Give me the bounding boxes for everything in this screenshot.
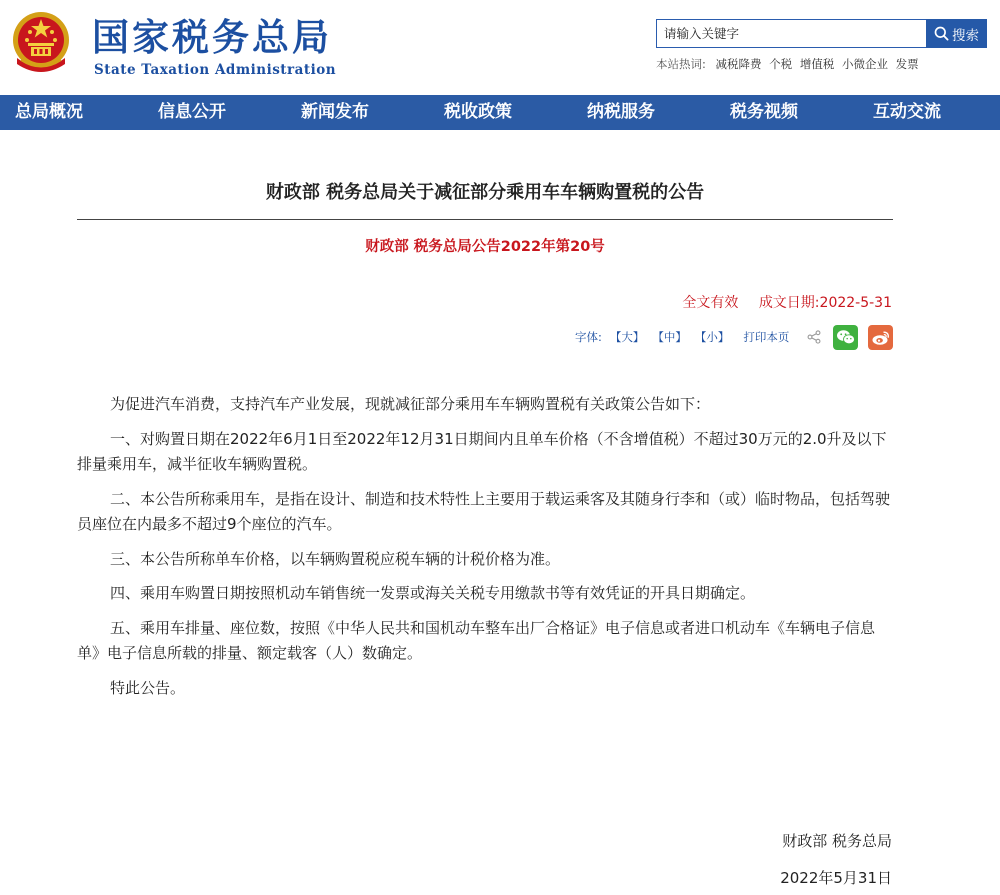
article-paragraph: 为促进汽车消费，支持汽车产业发展，现就减征部分乘用车车辆购置税有关政策公告如下： <box>110 395 711 413</box>
search-box <box>656 19 926 48</box>
weibo-share-icon[interactable] <box>868 325 893 350</box>
article-paragraph: 二、本公告所称乘用车，是指在设计、制造和技术特性上主要用于载运乘客及其随身行李和（或）临时物品，包括驾驶员座位在内最多不超过9个座位的汽车。 <box>77 489 891 533</box>
hotword-link[interactable]: 减税降费 <box>715 57 762 71</box>
wechat-share-icon[interactable] <box>833 325 858 350</box>
article-paragraph: 三、本公告所称单车价格，以车辆购置税应税车辆的计税价格为准。 <box>110 549 561 568</box>
title-divider <box>77 219 893 220</box>
site-logo-english[interactable]: State Taxation Administration <box>94 62 337 78</box>
nav-item-interaction[interactable]: 互动交流 <box>873 102 941 122</box>
signature-organization: 财政部 税务总局 <box>782 832 892 850</box>
issue-date-label: 成文日期: <box>758 295 820 311</box>
search-input[interactable] <box>657 20 926 47</box>
signature-date: 2022年5月31日 <box>780 869 892 887</box>
validity-info <box>682 292 892 312</box>
nav-item-taxpayer-service[interactable]: 纳税服务 <box>587 102 655 122</box>
document-number: 财政部 税务总局公告2022年第20号 <box>365 239 605 255</box>
print-page-button[interactable]: 打印本页 <box>743 330 790 344</box>
article-paragraph: 四、乘用车购置日期按照机动车销售统一发票或海关关税专用缴款书等有效凭证的开具日期确定。 <box>110 584 756 602</box>
issue-date-value: 2022-5-31 <box>819 295 892 311</box>
article-body <box>77 392 897 710</box>
site-logo-text[interactable]: 国家税务总局 <box>92 16 332 59</box>
share-icon[interactable] <box>807 330 821 344</box>
font-size-label: 字体: <box>575 330 602 344</box>
article-paragraph: 一、对购置日期在2022年6月1日至2022年12月31日期间内且单车价格（不含增值税）不超过30万元的2.0升及以下排量乘用车，减半征收车辆购置税。 <box>77 429 887 473</box>
hotword-link[interactable]: 小微企业 <box>842 57 888 71</box>
article-paragraph: 特此公告。 <box>110 678 186 697</box>
font-size-medium-button[interactable]: 【中】 <box>652 330 687 344</box>
site-header <box>0 0 1000 95</box>
national-emblem-icon <box>11 10 71 78</box>
article-tools <box>575 323 903 351</box>
search-icon <box>934 26 949 41</box>
hotword-link[interactable]: 增值税 <box>799 57 835 71</box>
font-size-large-button[interactable]: 【大】 <box>609 330 645 344</box>
nav-item-tax-policy[interactable]: 税收政策 <box>444 102 512 122</box>
hotwords <box>656 56 923 72</box>
font-size-small-button[interactable]: 【小】 <box>694 330 730 344</box>
validity-status: 全文有效 <box>682 295 739 311</box>
main-nav <box>0 95 1000 130</box>
article-paragraph: 五、乘用车排量、座位数，按照《中华人民共和国机动车整车出厂合格证》电子信息或者进口机动车《车辆电子信息单》电子信息所载的排量、额定载客（人）数确定。 <box>77 618 876 662</box>
hotword-link[interactable]: 个税 <box>769 57 793 71</box>
nav-item-overview[interactable]: 总局概况 <box>15 102 83 122</box>
nav-item-info-disclosure[interactable]: 信息公开 <box>158 102 226 122</box>
nav-item-tax-video[interactable]: 税务视频 <box>730 102 798 122</box>
hotwords-label: 本站热词: <box>656 57 706 71</box>
hotword-link[interactable]: 发票 <box>895 57 919 71</box>
search-button-label: 搜索 <box>952 27 979 44</box>
nav-item-news[interactable]: 新闻发布 <box>301 102 369 122</box>
article-title: 财政部 税务总局关于减征部分乘用车车辆购置税的公告 <box>265 182 705 203</box>
search-button[interactable] <box>926 19 987 48</box>
